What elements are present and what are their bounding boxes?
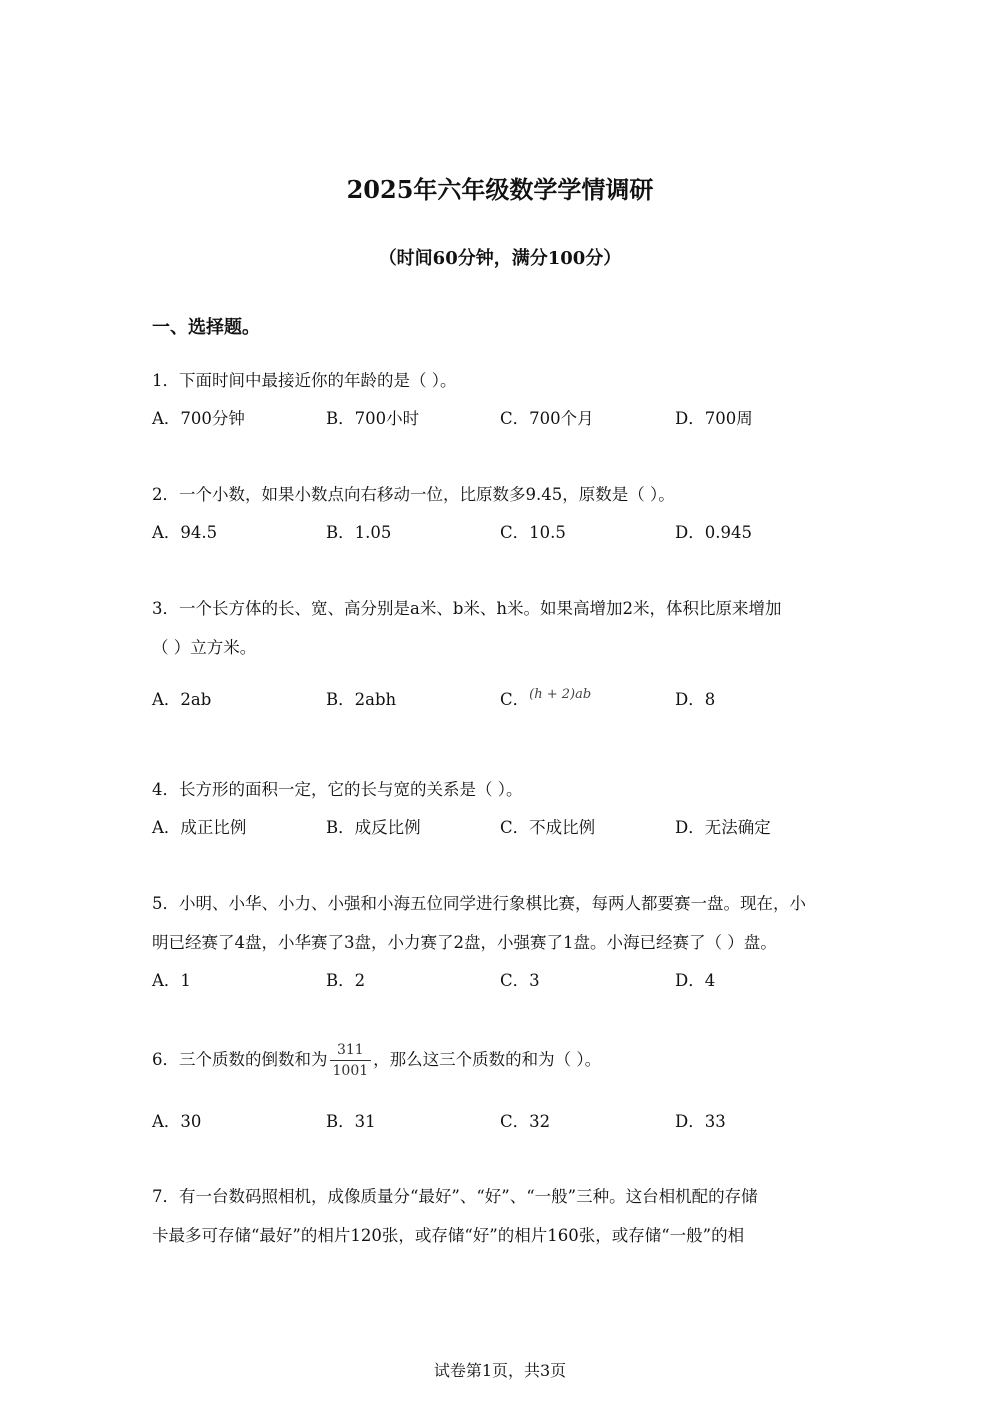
fraction-numerator: 311 <box>336 1042 364 1058</box>
question-3-option-c-label: C． <box>500 690 530 709</box>
question-2-text: 2．一个小数，如果小数点向右移动一位，比原数多9.45，原数是（ ）。 <box>152 485 675 504</box>
question-6-text-before: 6．三个质数的倒数和为 <box>152 1050 328 1069</box>
question-4-option-d: D．无法确定 <box>675 818 771 837</box>
question-5-text-line2: 明已经赛了4盘，小华赛了3盘，小力赛了2盘，小强赛了1盘。小海已经赛了（ ）盘。 <box>152 933 777 952</box>
question-4-text: 4．长方形的面积一定，它的长与宽的关系是（ ）。 <box>152 780 523 799</box>
question-5-option-c: C．3 <box>500 971 540 990</box>
question-3-text-line2: （ ）立方米。 <box>152 638 257 657</box>
question-2-option-c: C．10.5 <box>500 523 566 542</box>
question-3-option-c-formula: (h + 2)ab <box>529 687 592 702</box>
question-6-fraction <box>330 1040 372 1081</box>
question-3-option-d: D．8 <box>675 690 716 709</box>
question-3-text-line1: 3．一个长方体的长、宽、高分别是a米、b米、h米。如果高增加2米，体积比原来增加 <box>152 599 782 618</box>
question-4-option-b: B．成反比例 <box>326 818 421 837</box>
question-6-option-a: A．30 <box>152 1112 202 1131</box>
question-6-text <box>152 1040 601 1081</box>
question-1-option-d: D．700周 <box>675 409 753 428</box>
question-7-text-line1: 7．有一台数码照相机，成像质量分“最好”、“好”、“一般”三种。这台相机配的存储 <box>152 1187 758 1206</box>
question-6-text-after: ，那么这三个质数的和为（ ）。 <box>373 1050 602 1069</box>
fraction-denominator: 1001 <box>330 1060 372 1081</box>
question-1-option-a: A．700分钟 <box>152 409 245 428</box>
question-6-option-b: B．31 <box>326 1112 376 1131</box>
question-5-option-b: B．2 <box>326 971 366 990</box>
question-4-option-c: C．不成比例 <box>500 818 596 837</box>
question-6-option-c: C．32 <box>500 1112 551 1131</box>
page-footer: 试卷第1页，共3页 <box>433 1361 567 1380</box>
exam-info: （时间60分钟，满分100分） <box>378 248 622 269</box>
question-1-option-c: C．700个月 <box>500 409 594 428</box>
question-1-option-b: B．700小时 <box>326 409 420 428</box>
question-3-option-c <box>500 686 591 710</box>
question-6-option-d: D．33 <box>675 1112 726 1131</box>
question-3-option-b: B．2abh <box>326 690 397 709</box>
question-2-option-b: B．1.05 <box>326 523 392 542</box>
question-2-option-d: D．0.945 <box>675 523 752 542</box>
question-1-text: 1．下面时间中最接近你的年龄的是（ ）。 <box>152 371 457 390</box>
question-5-text-line1: 5．小明、小华、小力、小强和小海五位同学进行象棋比赛，每两人都要赛一盘。现在，小 <box>152 894 806 913</box>
question-4-option-a: A．成正比例 <box>152 818 247 837</box>
question-2-option-a: A．94.5 <box>152 523 218 542</box>
question-5-option-d: D．4 <box>675 971 716 990</box>
section-heading: 一、选择题。 <box>152 317 260 338</box>
question-3-option-a: A．2ab <box>152 690 212 709</box>
question-5-option-a: A．1 <box>152 971 191 990</box>
document-title: 2025年六年级数学学情调研 <box>346 175 654 204</box>
question-7-text-line2: 卡最多可存储“最好”的相片120张，或存储“好”的相片160张，或存储“一般”的相 <box>152 1226 745 1245</box>
